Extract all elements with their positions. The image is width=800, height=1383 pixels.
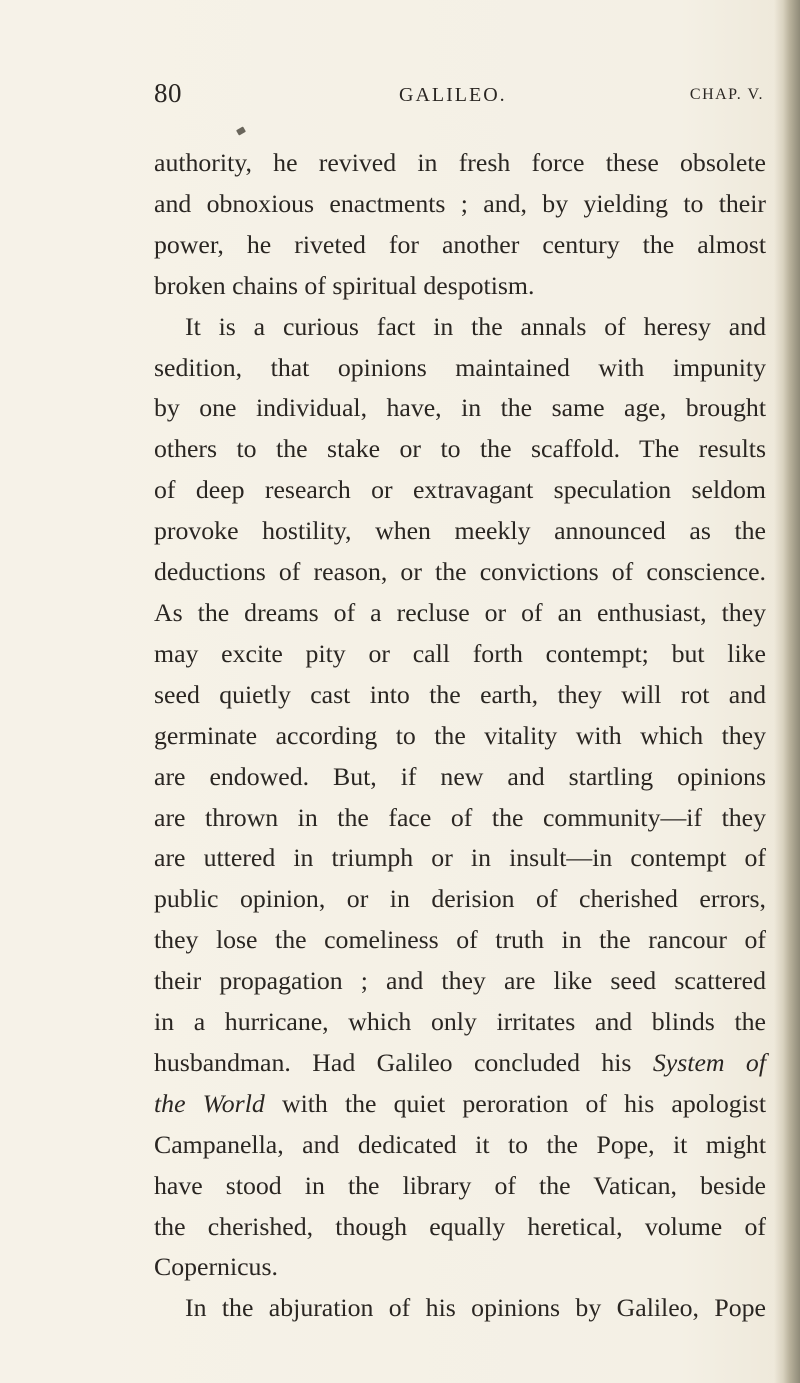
text-line [154,1084,766,1125]
text-line: seed quietly cast into the earth, they will rot and [154,679,766,709]
text-line: their propagation ; and they are like seed scattered [154,966,766,996]
text-line: Copernicus. [154,1252,278,1282]
text-line: of deep research or extravagant speculation seldom [154,475,766,505]
paragraph [154,143,766,307]
body-text [154,143,766,1329]
page-edge-shadow [774,0,800,1383]
text-segment: husbandman. Had Galileo concluded his [154,1047,632,1077]
text-line: In the abjuration of his opinions by Galileo, Pope [185,1293,766,1323]
book-title-italic: System of [652,1047,766,1077]
text-line: are uttered in triumph or in insult—in contempt of [154,843,766,873]
page-header [154,78,764,112]
text-line: deductions of reason, or the convictions of conscience. [154,557,766,587]
text-line [154,1043,766,1084]
text-line: public opinion, or in derision of cherished errors, [154,884,766,914]
text-line: Campanella, and dedicated it to the Pope, it might [154,1129,766,1159]
page-number: 80 [154,78,182,108]
text-segment: with the quiet peroration of his apologist [281,1088,767,1118]
text-line: sedition, that opinions maintained with impunity [154,352,766,382]
text-line: germinate according to the vitality with which they [154,720,766,750]
chapter-reference: CHAP. V. [689,86,764,103]
text-line: are endowed. But, if new and startling opinions [154,761,766,791]
paragraph [154,307,766,1289]
text-line: by one individual, have, in the same age, brought [154,393,766,423]
text-line: they lose the comeliness of truth in the rancour of [154,925,766,955]
text-line: authority, he revived in fresh force these obsolete [154,148,766,177]
text-line: power, he riveted for another century the almost [154,229,766,259]
text-line: broken chains of spiritual despotism. [154,270,535,300]
text-line: are thrown in the face of the community—if they [154,802,766,832]
text-line: others to the stake or to the scaffold. The results [154,434,766,464]
text-line: may excite pity or call forth contempt; but like [154,638,766,668]
book-title-italic: the World [154,1088,265,1118]
text-line: the cherished, though equally heretical, volume of [154,1211,766,1241]
printer-mark [236,126,246,135]
text-line: As the dreams of a recluse or of an enthusiast, they [154,597,766,627]
paragraph [154,1288,766,1329]
running-title: GALILEO. [399,84,507,106]
text-line: have stood in the library of the Vatican, beside [154,1170,766,1200]
text-line: and obnoxious enactments ; and, by yielding to their [154,188,766,218]
text-line: It is a curious fact in the annals of heresy and [185,311,766,341]
text-line: provoke hostility, when meekly announced as the [154,516,766,546]
text-line: in a hurricane, which only irritates and blinds the [154,1007,766,1037]
